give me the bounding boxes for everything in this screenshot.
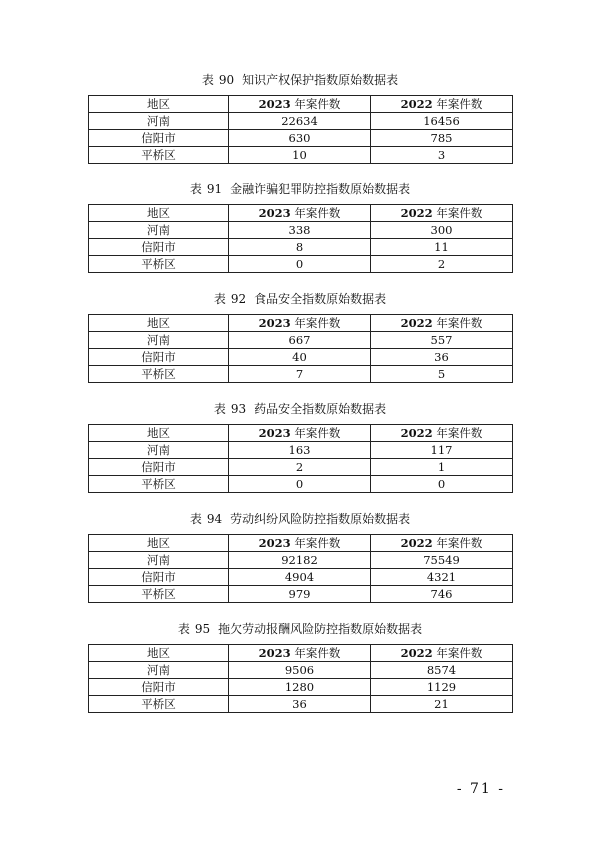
- header-2022: [371, 645, 513, 662]
- table-row: [89, 442, 513, 459]
- header-2022-suffix: 年案件数: [436, 97, 483, 111]
- cell-2023: 0: [229, 256, 371, 273]
- table-caption: [88, 621, 512, 637]
- header-2023-suffix: 年案件数: [294, 316, 341, 330]
- header-2022: [371, 315, 513, 332]
- cell-2022: 75549: [371, 552, 513, 569]
- header-2022-year: 2022: [400, 206, 433, 220]
- header-2022-year: 2022: [400, 316, 433, 330]
- header-2023-year: 2023: [258, 97, 291, 111]
- cell-2023: 163: [229, 442, 371, 459]
- cell-2022: 36: [371, 349, 513, 366]
- table-header-row: [89, 425, 513, 442]
- table-section-92: [88, 291, 512, 383]
- table-row: [89, 569, 513, 586]
- cell-2023: 10: [229, 147, 371, 164]
- table-row: [89, 239, 513, 256]
- cell-region: 信阳市: [89, 679, 229, 696]
- table-caption-number: 93: [230, 402, 247, 416]
- table-caption-prefix: 表: [213, 292, 226, 306]
- table-row: [89, 222, 513, 239]
- header-2022-suffix: 年案件数: [436, 426, 483, 440]
- table-row: [89, 256, 513, 273]
- table-row: [89, 476, 513, 493]
- cell-2023: 667: [229, 332, 371, 349]
- cell-2022: 16456: [371, 113, 513, 130]
- header-2023: [229, 315, 371, 332]
- table-row: [89, 679, 513, 696]
- table-caption-prefix: 表: [201, 73, 214, 87]
- table-caption: [88, 511, 512, 527]
- data-table: [88, 644, 513, 713]
- table-caption: [88, 291, 512, 307]
- data-table: [88, 534, 513, 603]
- cell-2023: 4904: [229, 569, 371, 586]
- table-row: [89, 130, 513, 147]
- table-header-row: [89, 96, 513, 113]
- cell-region: 河南: [89, 332, 229, 349]
- header-2023-suffix: 年案件数: [294, 206, 341, 220]
- data-table: [88, 95, 513, 164]
- table-caption: [88, 181, 512, 197]
- table-caption-title: 药品安全指数原始数据表: [254, 402, 387, 416]
- cell-region: 信阳市: [89, 569, 229, 586]
- table-row: [89, 113, 513, 130]
- cell-2022: 5: [371, 366, 513, 383]
- header-2022: [371, 425, 513, 442]
- cell-region: 河南: [89, 222, 229, 239]
- data-table: [88, 204, 513, 273]
- table-row: [89, 349, 513, 366]
- table-caption-number: 92: [230, 292, 247, 306]
- cell-region: 平桥区: [89, 586, 229, 603]
- table-caption-number: 94: [206, 512, 223, 526]
- header-2023-suffix: 年案件数: [294, 646, 341, 660]
- data-table: [88, 424, 513, 493]
- data-table: [88, 314, 513, 383]
- header-2023-year: 2023: [258, 206, 291, 220]
- header-2023: [229, 535, 371, 552]
- cell-2023: 40: [229, 349, 371, 366]
- header-region: 地区: [89, 315, 229, 332]
- cell-region: 平桥区: [89, 476, 229, 493]
- table-caption-title: 拖欠劳动报酬风险防控指数原始数据表: [218, 622, 423, 636]
- cell-2022: 117: [371, 442, 513, 459]
- table-row: [89, 366, 513, 383]
- table-caption-number: 95: [194, 622, 211, 636]
- header-2022-year: 2022: [400, 536, 433, 550]
- header-2023-suffix: 年案件数: [294, 426, 341, 440]
- cell-2022: 3: [371, 147, 513, 164]
- table-row: [89, 332, 513, 349]
- header-2022-suffix: 年案件数: [436, 646, 483, 660]
- cell-region: 信阳市: [89, 459, 229, 476]
- table-caption-prefix: 表: [189, 512, 202, 526]
- header-2022: [371, 205, 513, 222]
- table-caption: [88, 401, 512, 417]
- cell-2022: 557: [371, 332, 513, 349]
- table-caption-prefix: 表: [177, 622, 190, 636]
- cell-region: 平桥区: [89, 256, 229, 273]
- table-section-91: [88, 181, 512, 273]
- header-2023-year: 2023: [258, 316, 291, 330]
- table-caption-title: 金融诈骗犯罪防控指数原始数据表: [230, 182, 411, 196]
- cell-2023: 22634: [229, 113, 371, 130]
- cell-region: 信阳市: [89, 349, 229, 366]
- header-2022-suffix: 年案件数: [436, 206, 483, 220]
- cell-2022: 2: [371, 256, 513, 273]
- table-caption-prefix: 表: [189, 182, 202, 196]
- cell-region: 河南: [89, 552, 229, 569]
- header-2023: [229, 645, 371, 662]
- header-2022-suffix: 年案件数: [436, 536, 483, 550]
- table-caption-number: 90: [218, 73, 235, 87]
- table-caption-title: 知识产权保护指数原始数据表: [242, 73, 399, 87]
- header-2022-suffix: 年案件数: [436, 316, 483, 330]
- table-caption-title: 劳动纠纷风险防控指数原始数据表: [230, 512, 411, 526]
- header-2022-year: 2022: [400, 97, 433, 111]
- cell-2023: 36: [229, 696, 371, 713]
- page-number: - 71 -: [456, 781, 505, 797]
- header-region: 地区: [89, 645, 229, 662]
- header-2023-suffix: 年案件数: [294, 97, 341, 111]
- header-2022: [371, 96, 513, 113]
- cell-region: 信阳市: [89, 239, 229, 256]
- cell-2023: 630: [229, 130, 371, 147]
- cell-2022: 300: [371, 222, 513, 239]
- header-2023: [229, 96, 371, 113]
- cell-2023: 979: [229, 586, 371, 603]
- header-2023-year: 2023: [258, 536, 291, 550]
- cell-region: 平桥区: [89, 366, 229, 383]
- cell-2022: 1129: [371, 679, 513, 696]
- table-section-93: [88, 401, 512, 493]
- cell-2022: 8574: [371, 662, 513, 679]
- header-2022: [371, 535, 513, 552]
- table-section-90: [88, 72, 512, 164]
- table-caption-number: 91: [206, 182, 223, 196]
- table-caption-prefix: 表: [213, 402, 226, 416]
- cell-2022: 746: [371, 586, 513, 603]
- cell-2023: 8: [229, 239, 371, 256]
- cell-2023: 2: [229, 459, 371, 476]
- header-2023: [229, 205, 371, 222]
- cell-2023: 0: [229, 476, 371, 493]
- table-row: [89, 696, 513, 713]
- table-section-95: [88, 621, 512, 713]
- cell-region: 河南: [89, 442, 229, 459]
- cell-2022: 4321: [371, 569, 513, 586]
- header-2023-suffix: 年案件数: [294, 536, 341, 550]
- cell-2022: 1: [371, 459, 513, 476]
- cell-2023: 7: [229, 366, 371, 383]
- table-row: [89, 552, 513, 569]
- header-2023-year: 2023: [258, 646, 291, 660]
- cell-2023: 1280: [229, 679, 371, 696]
- header-2023: [229, 425, 371, 442]
- cell-2022: 0: [371, 476, 513, 493]
- header-region: 地区: [89, 96, 229, 113]
- cell-2023: 9506: [229, 662, 371, 679]
- cell-2023: 92182: [229, 552, 371, 569]
- table-header-row: [89, 315, 513, 332]
- table-header-row: [89, 645, 513, 662]
- cell-2023: 338: [229, 222, 371, 239]
- cell-2022: 785: [371, 130, 513, 147]
- header-2022-year: 2022: [400, 426, 433, 440]
- header-2022-year: 2022: [400, 646, 433, 660]
- cell-region: 平桥区: [89, 696, 229, 713]
- table-row: [89, 459, 513, 476]
- header-2023-year: 2023: [258, 426, 291, 440]
- header-region: 地区: [89, 535, 229, 552]
- cell-2022: 21: [371, 696, 513, 713]
- table-header-row: [89, 205, 513, 222]
- table-section-94: [88, 511, 512, 603]
- table-row: [89, 147, 513, 164]
- cell-2022: 11: [371, 239, 513, 256]
- cell-region: 信阳市: [89, 130, 229, 147]
- table-row: [89, 662, 513, 679]
- cell-region: 河南: [89, 113, 229, 130]
- table-caption-title: 食品安全指数原始数据表: [254, 292, 387, 306]
- table-header-row: [89, 535, 513, 552]
- cell-region: 河南: [89, 662, 229, 679]
- header-region: 地区: [89, 205, 229, 222]
- cell-region: 平桥区: [89, 147, 229, 164]
- header-region: 地区: [89, 425, 229, 442]
- table-row: [89, 586, 513, 603]
- table-caption: [88, 72, 512, 88]
